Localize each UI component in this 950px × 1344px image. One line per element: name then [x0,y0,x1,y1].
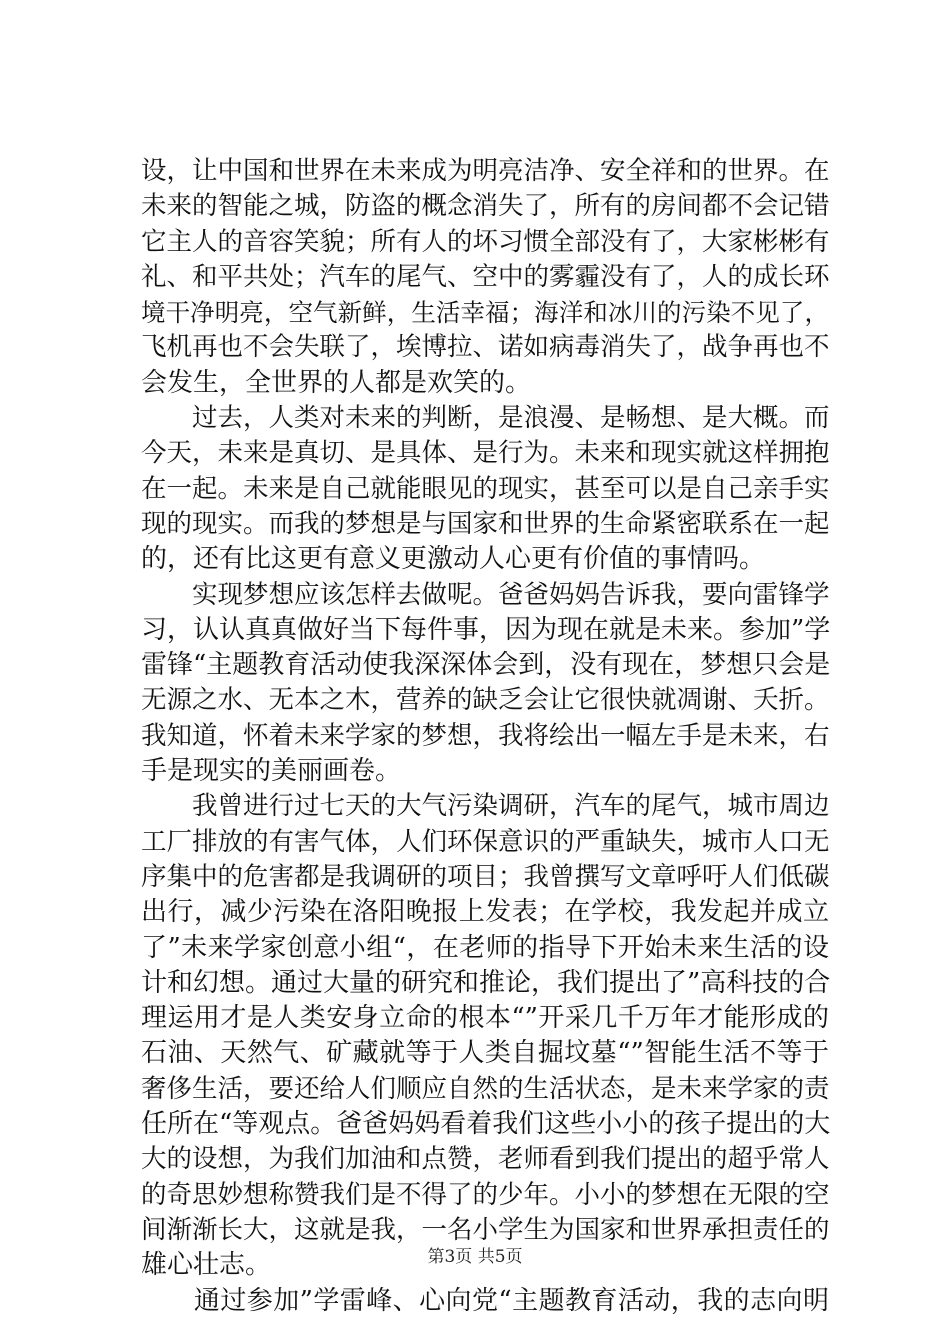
text-line: 会发生，全世界的人都是欢笑的。 [141,367,532,398]
text-line: 工厂排放的有害气体，人们环保意识的严重缺失，城市人口无 [141,826,830,857]
text-line: 石油、天然气、矿藏就等于人类自掘坟墓“”智能生活不等于 [141,1038,829,1069]
text-line: 设，让中国和世界在未来成为明亮洁净、安全祥和的世界。在 [141,156,830,186]
text-line: 境干净明亮，空气新鲜，生活幸福；海洋和冰川的污染不见了， [141,298,829,328]
text-line: 的，还有比这更有意义更激动人心更有价值的事情吗。 [141,544,766,575]
text-line: 了”未来学家创意小组“，在老师的指导下开始未来生活的设 [141,932,829,963]
text-line: 大的设想，为我们加油和点赞，老师看到我们提出的超乎常人 [141,1144,830,1175]
text-line: 飞机再也不会失联了，埃博拉、诺如病毒消失了，战争再也不 [141,332,830,363]
text-line: 出行，减少污染在洛阳晚报上发表；在学校，我发起并成立 [141,897,829,928]
text-line: 实现梦想应该怎样去做呢。爸爸妈妈告诉我，要向雷锋学 [141,579,830,610]
text-line: 我知道，怀着未来学家的梦想，我将绘出一幅左手是未来，右 [141,720,830,751]
text-line: 奢侈生活，要还给人们顺应自然的生活状态，是未来学家的责 [141,1073,830,1104]
document-body [141,154,829,1319]
text-line: 雄心壮志。 [141,1250,272,1281]
text-line: 计和幻想。通过大量的研究和推论，我们提出了”高科技的合 [141,967,831,998]
text-line: 间渐渐长大，这就是我，一名小学生为国家和世界承担责任的 [141,1214,830,1245]
text-line: 在一起。未来是自己就能眼见的现实，甚至可以是自己亲手实 [141,473,830,504]
text-line: 手是现实的美丽画卷。 [141,756,402,787]
text-line: 雷锋“主题教育活动使我深深体会到，没有现在，梦想只会是 [141,650,831,681]
text-line: 理运用才是人类安身立命的根本“”开采几千万年才能形成的 [141,1003,829,1034]
text-line: 的奇思妙想称赞我们是不得了的少年。小小的梦想在无限的空 [141,1179,830,1210]
text-line: 今天，未来是真切、是具体、是行为。未来和现实就这样拥抱 [141,438,830,469]
text-line: 任所在“等观点。爸爸妈妈看着我们这些小小的孩子提出的大 [141,1109,831,1140]
text-line: 序集中的危害都是我调研的项目；我曾撰写文章呼吁人们低碳 [141,861,830,892]
text-line: 通过参加”学雷峰、心向党“主题教育活动，我的志向明 [141,1285,829,1316]
text-line: 无源之水、无本之木，营养的缺乏会让它很快就凋谢、夭折。 [141,685,830,716]
text-line: 现的现实。而我的梦想是与国家和世界的生命紧密联系在一起 [141,508,830,539]
text-line: 它主人的音容笑貌；所有人的坏习惯全部没有了，大家彬彬有 [141,226,830,257]
text-line: 未来的智能之城，防盗的概念消失了，所有的房间都不会记错 [141,191,830,222]
text-line: 我曾进行过七天的大气污染调研，汽车的尾气，城市周边 [141,791,830,822]
text-line: 过去，人类对未来的判断，是浪漫、是畅想、是大概。而 [141,403,830,434]
page-number-footer: 第3页 共5页 [427,1247,523,1267]
text-line: 礼、和平共处；汽车的尾气、空中的雾霾没有了，人的成长环 [141,261,830,292]
text-line: 习，认认真真做好当下每件事，因为现在就是未来。参加”学 [141,614,831,645]
